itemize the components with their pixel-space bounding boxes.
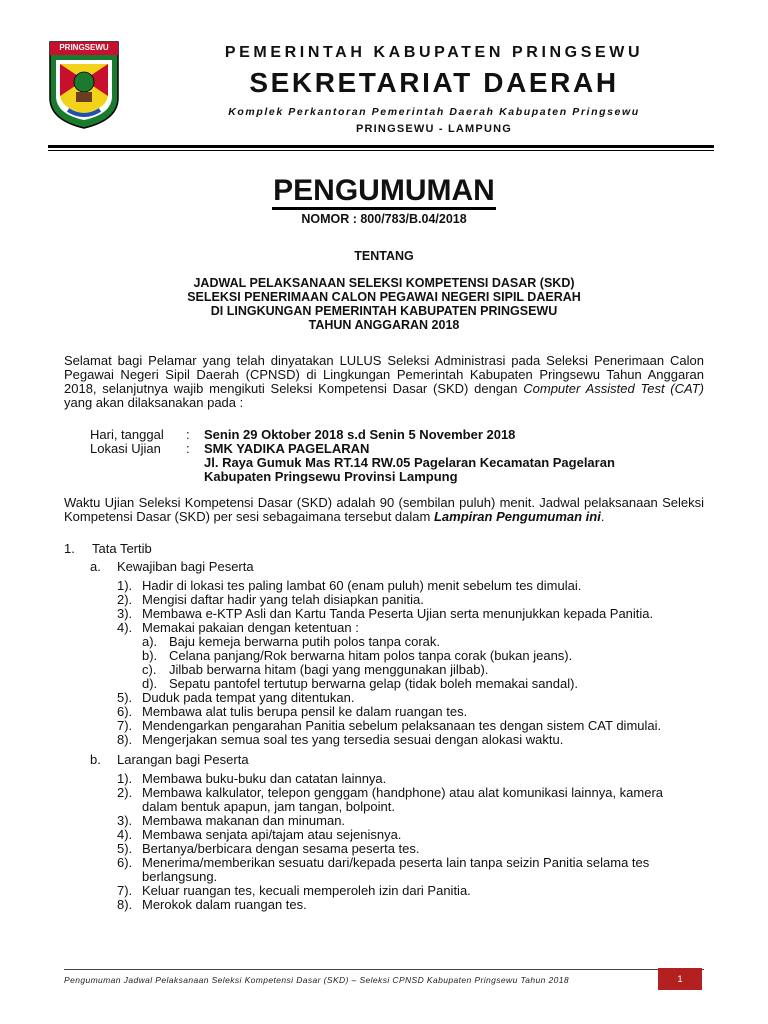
footer-divider bbox=[64, 969, 704, 970]
item-number: 4). bbox=[117, 620, 133, 635]
item-letter: b). bbox=[142, 648, 158, 663]
item-text: Sepatu pantofel tertutup berwarna gelap (tidak boleh memakai sandal). bbox=[169, 676, 579, 691]
subject-line: TAHUN ANGGARAN 2018 bbox=[308, 318, 460, 332]
item-text: Menerima/memberikan sesuatu dari/kepada peserta lain tanpa seizin Panitia selama tes bbox=[142, 855, 650, 870]
item-number: 4). bbox=[117, 827, 133, 842]
item-text: Jilbab berwarna hitam (bagi yang menggunakan jilbab). bbox=[169, 662, 489, 677]
location-colon: : bbox=[186, 441, 190, 456]
item-number: 8). bbox=[117, 897, 133, 912]
item-text: dalam bentuk apapun, jam tangan, bolpoint. bbox=[142, 799, 395, 814]
item-number: 2). bbox=[117, 592, 133, 607]
office-address: Komplek Perkantoran Pemerintah Daerah Kabupaten Pringsewu bbox=[228, 106, 640, 118]
subject-line: SELEKSI PENERIMAAN CALON PEGAWAI NEGERI SIPIL DAERAH bbox=[187, 290, 581, 304]
pringsewu-logo bbox=[48, 40, 120, 130]
subject-block bbox=[0, 276, 768, 332]
date-label: Hari, tanggal bbox=[90, 427, 164, 442]
item-number: 6). bbox=[117, 855, 133, 870]
subsection-letter: b. bbox=[90, 752, 101, 767]
item-text: berlangsung. bbox=[142, 869, 218, 884]
date-value: Senin 29 Oktober 2018 s.d Senin 5 November 2018 bbox=[204, 427, 516, 442]
item-text: Baju kemeja berwarna putih polos tanpa corak. bbox=[169, 634, 440, 649]
item-text: Duduk pada tempat yang ditentukan. bbox=[142, 690, 355, 705]
item-text: Membawa e-KTP Asli dan Kartu Tanda Peserta Ujian serta menunjukkan kepada Panitia. bbox=[142, 606, 654, 621]
item-text: Membawa buku-buku dan catatan lainnya. bbox=[142, 771, 387, 786]
item-text: Mengerjakan semua soal tes yang tersedia sesuai dengan alokasi waktu. bbox=[142, 732, 564, 747]
about-heading: TENTANG bbox=[354, 249, 414, 263]
subsection-letter: a. bbox=[90, 559, 101, 574]
coat-of-arms-icon bbox=[48, 40, 120, 130]
location-name: SMK YADIKA PAGELARAN bbox=[204, 441, 370, 456]
subject-line: DI LINGKUNGAN PEMERINTAH KABUPATEN PRINGSEWU bbox=[210, 304, 558, 318]
item-number: 5). bbox=[117, 690, 133, 705]
item-text: Bertanya/berbicara dengan sesama peserta tes. bbox=[142, 841, 420, 856]
item-text: Merokok dalam ruangan tes. bbox=[142, 897, 307, 912]
location-region: Kabupaten Pringsewu Provinsi Lampung bbox=[204, 469, 458, 484]
item-number: 3). bbox=[117, 813, 133, 828]
item-text: Membawa senjata api/tajam atau sejenisnya. bbox=[142, 827, 402, 842]
item-number: 1). bbox=[117, 771, 133, 786]
item-number: 2). bbox=[117, 785, 133, 800]
item-number: 8). bbox=[117, 732, 133, 747]
item-letter: d). bbox=[142, 676, 158, 691]
item-text: Membawa makanan dan minuman. bbox=[142, 813, 346, 828]
item-number: 7). bbox=[117, 883, 133, 898]
duration-paragraph: Waktu Ujian Seleksi Kompetensi Dasar (SKD) adalah 90 (sembilan puluh) menit. Jadwal pelaksanaan Seleksi Kompetensi Dasar (SKD) per sesi sebagaimana tersebut dalam Lampiran Pengumuman ini. bbox=[64, 495, 704, 524]
subsection-title: Larangan bagi Peserta bbox=[117, 752, 249, 767]
item-text: Mendengarkan pengarahan Panitia sebelum pelaksanaan tes dengan sistem CAT dimulai. bbox=[142, 718, 662, 733]
item-text: Celana panjang/Rok berwarna hitam polos tanpa corak (bukan jeans). bbox=[169, 648, 573, 663]
date-colon: : bbox=[186, 427, 190, 442]
section-title: Tata Tertib bbox=[92, 541, 152, 556]
document-title: PENGUMUMAN bbox=[0, 174, 768, 208]
item-number: 1). bbox=[117, 578, 133, 593]
section-number: 1. bbox=[64, 541, 75, 556]
location-address: Jl. Raya Gumuk Mas RT.14 RW.05 Pagelaran Kecamatan Pagelaran bbox=[204, 455, 615, 470]
header-divider bbox=[48, 145, 714, 148]
item-number: 6). bbox=[117, 704, 133, 719]
subsection-title: Kewajiban bagi Peserta bbox=[117, 559, 254, 574]
page-number: 1 bbox=[658, 968, 702, 990]
item-text: Membawa kalkulator, telepon genggam (handphone) atau alat komunikasi lainnya, kamera bbox=[142, 785, 664, 800]
logo-label: PRINGSEWU bbox=[59, 43, 109, 52]
office-name: SEKRETARIAT DAERAH bbox=[249, 67, 619, 98]
header-divider-thin bbox=[48, 150, 714, 151]
item-number: 3). bbox=[117, 606, 133, 621]
intro-paragraph: Selamat bagi Pelamar yang telah dinyatakan LULUS Seleksi Administrasi pada Seleksi Penerimaan Calon Pegawai Negeri Sipil Daerah (CPNSD) di Lingkungan Pemerintah Kabupaten Pringsewu Tahun Anggaran 2018, selanjutnya wajib mengikuti Seleksi Kompetensi Dasar (SKD) dengan Computer Assisted Test (CAT) yang akan dilaksanakan pada : bbox=[64, 353, 704, 410]
item-letter: a). bbox=[142, 634, 158, 649]
item-number: 5). bbox=[117, 841, 133, 856]
footer-text: Pengumuman Jadwal Pelaksanaan Seleksi Kompetensi Dasar (SKD) – Seleksi CPNSD Kabupaten Pringsewu Tahun 2018 bbox=[64, 975, 570, 985]
item-text: Membawa alat tulis berupa pensil ke dalam ruangan tes. bbox=[142, 704, 468, 719]
government-name: PEMERINTAH KABUPATEN PRINGSEWU bbox=[224, 44, 644, 61]
subject-line: JADWAL PELAKSANAAN SELEKSI KOMPETENSI DASAR (SKD) bbox=[193, 276, 575, 290]
item-text: Memakai pakaian dengan ketentuan : bbox=[142, 620, 359, 635]
item-number: 7). bbox=[117, 718, 133, 733]
item-text: Keluar ruangan tes, kecuali memperoleh izin dari Panitia. bbox=[142, 883, 471, 898]
office-city: PRINGSEWU - LAMPUNG bbox=[355, 123, 513, 135]
item-letter: c). bbox=[142, 662, 157, 677]
item-text: Mengisi daftar hadir yang telah disiapkan panitia. bbox=[142, 592, 424, 607]
location-label: Lokasi Ujian bbox=[90, 441, 161, 456]
document-number: NOMOR : 800/783/B.04/2018 bbox=[301, 212, 467, 226]
item-text: Hadir di lokasi tes paling lambat 60 (enam puluh) menit sebelum tes dimulai. bbox=[142, 578, 582, 593]
